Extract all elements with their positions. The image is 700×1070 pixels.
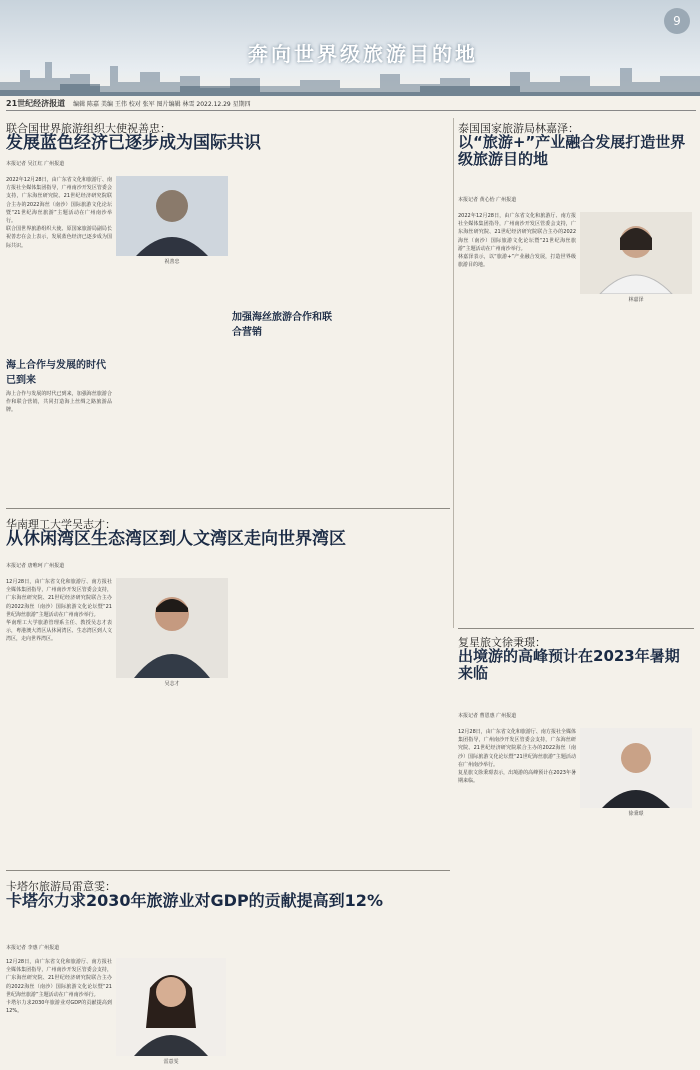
article-paragraph: 卡塔尔力求2030年旅游业对GDP的贡献提高到12%。 [6, 1000, 112, 1015]
article-kicker: 卡塔尔旅游局雷意雯： [6, 880, 116, 893]
article-kicker: 联合国世界旅游组织大使祝善忠： [6, 122, 171, 135]
article-headline: 从休闲湾区生态湾区到人文湾区走向世界湾区 [6, 529, 346, 549]
article-body-column [342, 578, 448, 864]
portrait-photo [116, 578, 228, 678]
article-kicker: 华南理工大学吴志才： [6, 518, 116, 531]
article-headline: 以“旅游+”产业融合发展打造世界级旅游目的地 [458, 133, 686, 169]
article-body-column [6, 958, 112, 1064]
masthead-meta: 编辑 陈嘉 美编 王伟 校对 张军 图片编辑 林雪 2022.12.29 星期四 [73, 101, 251, 108]
portrait-photo [580, 212, 692, 294]
article-paragraph: 联合国世界旅游组织大使、原国家旅游局副局长祝善忠在会上表示，发展蓝色经济已逐步成为国际共识。 [6, 226, 112, 249]
article-paragraph: 海上合作与发展的时代已到来，加强海丝旅游合作和联合营销，共同打造海上丝绸之路旅游品牌。 [6, 391, 112, 414]
article-kicker: 复星旅文徐秉璟： [458, 636, 546, 649]
banner-title: 奔向世界级旅游目的地 [248, 42, 478, 66]
article-byline: 本报记者 唐唯珂 广州报道 [6, 563, 65, 569]
section-divider [458, 628, 694, 629]
portrait-photo [580, 728, 692, 808]
photo-caption: 雷意雯 [163, 1059, 179, 1065]
article-byline: 本报记者 黄心怡 广州报道 [458, 197, 517, 203]
article-paragraph: 复星旅文徐秉璟表示，出境游的高峰预计在2023年暑期来临。 [458, 770, 576, 785]
page-number: 9 [664, 8, 690, 34]
article-body-column [342, 958, 448, 1064]
article-headline: 出境游的高峰预计在2023年暑期来临 [458, 647, 680, 683]
article-kicker: 泰国国家旅游局林嘉泽： [458, 122, 579, 135]
photo-caption: 吴志才 [164, 681, 180, 687]
article-body-column [232, 958, 338, 1064]
article-paragraph: 12月28日，由广东省文化和旅游厅、南方报社全媒体集团指导，广州南沙开发区管委会支持，广东海丝研究院、21世纪经济研究院联合主办的2022海丝（南沙）国际旅游文化论坛暨“21世纪海丝旅游”主题活动在广州南沙举行。 [6, 579, 112, 618]
article-body-column [6, 176, 112, 352]
article-headline: 发展蓝色经济已逐步成为国际共识 [6, 133, 261, 153]
portrait-photo [116, 176, 228, 256]
article-body-column [232, 578, 338, 864]
article-paragraph: 12月28日，由广东省文化和旅游厅、南方报社全媒体集团指导，广州南沙开发区管委会支持，广东海丝研究院、21世纪经济研究院联合主办的2022海丝（南沙）国际旅游文化论坛暨“21世纪海丝旅游”主题活动在广州南沙举行。 [458, 729, 576, 768]
section-divider [6, 508, 450, 509]
photo-caption: 祝善忠 [164, 259, 180, 265]
article-body-column [458, 728, 576, 1064]
article-body-column [116, 690, 228, 864]
article-byline: 本报记者 李惠 广州报道 [6, 945, 60, 951]
article-headline: 卡塔尔力求2030年旅游业对GDP的贡献提高到12% [6, 891, 383, 910]
article-paragraph: 2022年12月28日，由广东省文化和旅游厅、南方报社全媒体集团指导，广州南沙开发区管委会支持，广东海丝研究院、21世纪经济研究院联合主办的2022海丝（南沙）国际旅游文化论坛暨“21世纪海丝旅游”主题活动在广州南沙举行。 [6, 177, 112, 225]
paper-name: 21世纪经济报道 [6, 99, 66, 108]
article-body-column [580, 820, 692, 1064]
article-body-column [116, 268, 228, 472]
article-body-column [6, 390, 112, 470]
article-paragraph: 2022年12月28日，由广东省文化和旅游厅、南方报社全媒体集团指导，广州南沙开发区管委会支持，广东海丝研究院、21世纪经济研究院联合主办的2022海丝（南沙）国际旅游文化论坛暨“21世纪海丝旅游”主题活动在广州南沙举行。 [458, 213, 576, 252]
masthead-strip [6, 98, 696, 111]
article-subhead: 加强海丝旅游合作和联合营销 [232, 312, 332, 338]
section-divider [6, 870, 450, 871]
article-body-column [232, 176, 338, 306]
photo-caption: 徐秉璟 [628, 811, 644, 817]
article-byline: 本报记者 吴江红 广州报道 [6, 161, 65, 167]
photo-caption: 林嘉泽 [628, 297, 644, 303]
article-paragraph: 华南理工大学旅游管理系主任、教授吴志才表示，粤港澳大湾区从休闲湾区、生态湾区到人文湾区，走向世界湾区。 [6, 620, 112, 643]
article-paragraph: 12月28日，由广东省文化和旅游厅、南方报社全媒体集团指导，广州南沙开发区管委会支持，广东海丝研究院、21世纪经济研究院联合主办的2022海丝（南沙）国际旅游文化论坛暨“21世纪海丝旅游”主题活动在广州南沙举行。 [6, 959, 112, 998]
portrait-photo [116, 958, 226, 1056]
article-body-column [580, 306, 692, 622]
article-paragraph: 林嘉泽表示，以“旅游+”产业融合发展，打造世界级旅游目的地。 [458, 254, 576, 269]
column-divider [453, 118, 454, 628]
article-body-column [342, 176, 448, 472]
page-banner [0, 0, 700, 100]
article-body-column [458, 212, 576, 622]
article-body-column [6, 578, 112, 864]
article-byline: 本报记者 曹恩惠 广州报道 [458, 713, 517, 719]
article-subhead: 海上合作与发展的时代已到来 [6, 360, 106, 386]
